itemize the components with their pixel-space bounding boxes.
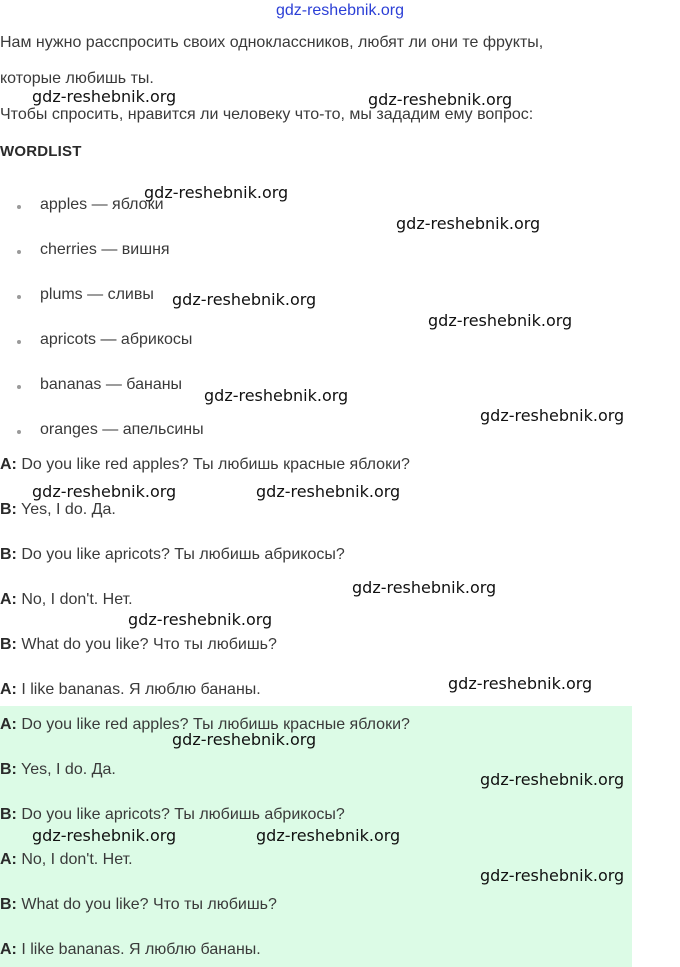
bullet-icon xyxy=(17,250,21,254)
answer-text: Do you like red apples? Ты любишь красные яблоки? xyxy=(16,716,410,733)
dialogue-text: Do you like red apples? Ты любишь красные яблоки? xyxy=(16,456,410,473)
intro-line-2: которые любишь ты. xyxy=(0,70,154,87)
answer-text: I like bananas. Я люблю бананы. xyxy=(16,941,261,958)
watermark: gdz-reshebnik.org xyxy=(448,674,593,693)
list-item: apricots — абрикосы xyxy=(40,331,193,348)
list-item: cherries — вишня xyxy=(40,241,170,258)
watermark: gdz-reshebnik.org xyxy=(396,214,541,233)
speaker-label: B: xyxy=(0,546,17,563)
dialogue-text: What do you like? Что ты любишь? xyxy=(16,636,277,653)
bullet-icon xyxy=(17,340,21,344)
dialogue-line xyxy=(0,501,116,519)
dialogue-line xyxy=(0,636,277,654)
speaker-label: A: xyxy=(0,456,17,473)
watermark: gdz-reshebnik.org xyxy=(128,610,273,629)
speaker-label: B: xyxy=(0,806,17,823)
watermark: gdz-reshebnik.org xyxy=(256,482,401,501)
watermark: gdz-reshebnik.org xyxy=(480,406,625,425)
watermark: gdz-reshebnik.org xyxy=(204,386,349,405)
answer-text: No, I don't. Нет. xyxy=(16,851,133,868)
wordlist-heading: WORDLIST xyxy=(0,143,82,160)
speaker-label: A: xyxy=(0,941,17,958)
watermark: gdz-reshebnik.org xyxy=(368,90,513,109)
watermark: gdz-reshebnik.org xyxy=(256,826,401,845)
speaker-label: A: xyxy=(0,591,17,608)
bullet-icon xyxy=(17,295,21,299)
watermark: gdz-reshebnik.org xyxy=(480,770,625,789)
speaker-label: A: xyxy=(0,716,17,733)
answer-line xyxy=(0,761,116,779)
intro-line-1: Нам нужно расспросить своих одноклассников, любят ли они те фрукты, xyxy=(0,34,544,51)
answer-line xyxy=(0,941,261,959)
speaker-label: B: xyxy=(0,896,17,913)
answer-line xyxy=(0,896,277,914)
dialogue-text: Do you like apricots? Ты любишь абрикосы? xyxy=(16,546,345,563)
watermark: gdz-reshebnik.org xyxy=(32,482,177,501)
list-item: plums — сливы xyxy=(40,286,154,303)
watermark: gdz-reshebnik.org xyxy=(32,826,177,845)
watermark: gdz-reshebnik.org xyxy=(32,87,177,106)
answer-text: Do you like apricots? Ты любишь абрикосы? xyxy=(16,806,345,823)
list-item: bananas — бананы xyxy=(40,376,183,393)
speaker-label: A: xyxy=(0,681,17,698)
dialogue-line xyxy=(0,456,410,474)
dialogue-line xyxy=(0,546,345,564)
watermark: gdz-reshebnik.org xyxy=(352,578,497,597)
watermark: gdz-reshebnik.org xyxy=(428,311,573,330)
speaker-label: B: xyxy=(0,636,17,653)
dialogue-line xyxy=(0,681,261,699)
dialogue-text: I like bananas. Я люблю бананы. xyxy=(16,681,261,698)
watermark: gdz-reshebnik.org xyxy=(172,730,317,749)
bullet-icon xyxy=(17,430,21,434)
answer-text: Yes, I do. Да. xyxy=(16,761,116,778)
watermark: gdz-reshebnik.org xyxy=(172,290,317,309)
list-item: apples — яблоки xyxy=(40,196,164,213)
speaker-label: B: xyxy=(0,761,17,778)
watermark: gdz-reshebnik.org xyxy=(480,866,625,885)
dialogue-text: No, I don't. Нет. xyxy=(16,591,133,608)
list-item: oranges — апельсины xyxy=(40,421,204,438)
dialogue-line xyxy=(0,591,133,609)
site-link[interactable]: gdz-reshebnik.org xyxy=(275,2,405,19)
answer-text: What do you like? Что ты любишь? xyxy=(16,896,277,913)
watermark: gdz-reshebnik.org xyxy=(144,183,289,202)
dialogue-text: Yes, I do. Да. xyxy=(16,501,116,518)
bullet-icon xyxy=(17,385,21,389)
intro-line-3: Чтобы спросить, нравится ли человеку что-то, мы зададим ему вопрос: xyxy=(0,106,534,123)
speaker-label: B: xyxy=(0,501,17,518)
answer-line xyxy=(0,851,133,869)
speaker-label: A: xyxy=(0,851,17,868)
bullet-icon xyxy=(17,205,21,209)
answer-line xyxy=(0,806,345,824)
